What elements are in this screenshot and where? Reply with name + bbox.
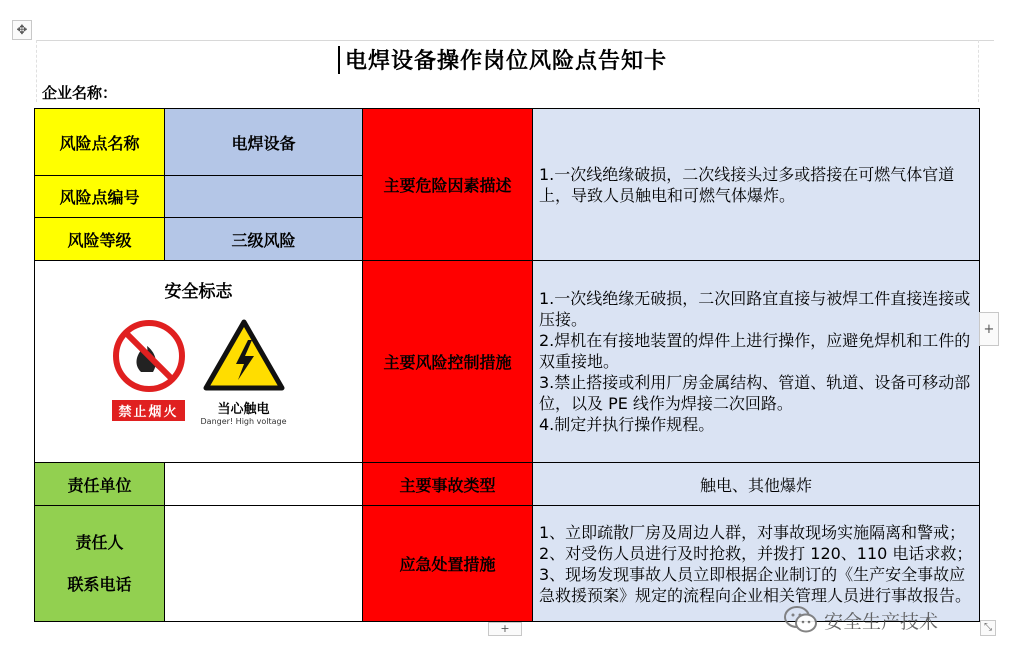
shock-sign (201, 318, 287, 426)
text-cursor (338, 46, 340, 74)
add-row-button[interactable]: + (488, 622, 522, 636)
no-fire-sign-text: 禁止烟火 (112, 400, 184, 421)
emergency-line: 3、现场发现事故人员立即根据企业制订的《生产安全事故应急救援预案》规定的流程向企业相关管理人员进行事故报告。 (539, 564, 972, 605)
safety-sign-cell (35, 261, 363, 463)
watermark (784, 606, 938, 634)
accident-type-label: 主要事故类型 (363, 463, 533, 506)
table-resize-handle[interactable]: ⤡ (980, 620, 996, 636)
control-measures[interactable] (533, 261, 980, 463)
emergency-line: 1、立即疏散厂房及周边人群，对事故现场实施隔离和警戒； (539, 522, 966, 542)
shock-sign-subtext: Danger! High voltage (200, 417, 287, 426)
hazard-description[interactable] (533, 109, 980, 261)
risk-notice-card (34, 108, 980, 622)
emergency-label: 应急处置措施 (363, 506, 533, 622)
contact-phone-label: 联系电话 (67, 574, 132, 594)
safety-signs (35, 318, 362, 426)
emergency-measures[interactable] (533, 506, 980, 622)
shock-sign-text: 当心触电 (217, 402, 270, 417)
hazard-line: 1.一次线绝缘破损，二次线接头过多或搭接在可燃气体官道上，导致人员触电和可燃气体爆炸。 (539, 164, 955, 205)
risk-level-label: 风险等级 (35, 218, 165, 261)
risk-level-value[interactable]: 三级风险 (165, 218, 363, 261)
control-label: 主要风险控制措施 (363, 261, 533, 463)
risk-point-no-label: 风险点编号 (35, 176, 165, 218)
emergency-line: 2、对受伤人员进行及时抢救，并拨打 120、110 电话求救； (539, 543, 973, 563)
responsible-person-cell (35, 506, 165, 622)
control-line: 3.禁止搭接或利用厂房金属结构、管道、轨道、设备可移动部位，以及 PE 线作为焊接二次回路。 (539, 373, 971, 413)
document-title[interactable]: 电焊设备操作岗位风险点告知卡 (344, 48, 667, 74)
page-margin-guide (36, 40, 994, 41)
hazard-label: 主要危险因素描述 (363, 109, 533, 261)
table-move-handle[interactable]: ✥ (12, 20, 32, 40)
no-fire-sign-icon (111, 318, 187, 394)
control-line: 2.焊机在有接地装置的焊件上进行操作，应避免焊机和工件的双重接地。 (539, 331, 971, 371)
responsible-unit-value[interactable] (165, 463, 363, 506)
responsible-unit-label: 责任单位 (35, 463, 165, 506)
risk-point-no-value[interactable] (165, 176, 363, 218)
electric-shock-sign-icon (202, 318, 286, 392)
responsible-person-label: 责任人 (75, 532, 124, 552)
control-line: 1.一次线绝缘无破损，二次回路宜直接与被焊工件直接连接或压接。 (539, 289, 971, 329)
accident-type-value[interactable]: 触电、其他爆炸 (533, 463, 980, 506)
wechat-logo-icon (784, 606, 818, 634)
responsible-person-value[interactable] (165, 506, 363, 622)
control-line: 4.制定并执行操作规程。 (539, 415, 715, 434)
add-column-button[interactable]: + (979, 312, 999, 346)
safety-sign-label: 安全标志 (164, 282, 233, 302)
risk-point-name-label: 风险点名称 (35, 109, 165, 176)
watermark-text: 安全生产技术 (824, 610, 939, 633)
risk-point-name-value[interactable]: 电焊设备 (165, 109, 363, 176)
no-fire-sign (111, 318, 187, 421)
company-name-label[interactable]: 企业名称： (42, 84, 118, 102)
